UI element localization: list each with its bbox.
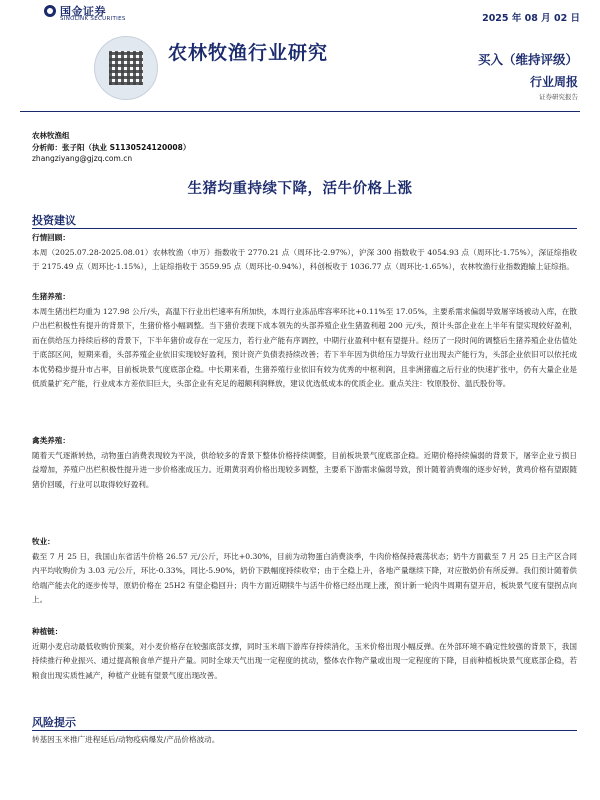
report-date: 2025 年 08 月 02 日 (482, 13, 580, 24)
paragraph-text: 本周生猪出栏均重为 127.98 公斤/头，高温下行业出栏速率有所加快，本周行业冻品库容率环比+0.11%至 17.05%，主要系需求偏弱导致屠宰场被动入库，在散户出栏积极性有提升的背景下，生猪价格小幅调整。当下猪价表现下成本领先的头部养殖企业生猪盈利超 200 元/头，预计头部企业在上半年有望实现较好盈利，而在供给压力持续后移的背景下，下半年猪价或存在一定压力，若行业产能有序调控，中期行业盈利中枢有望提升。经历了一段时间的调整后生猪养殖企业估值处于底部区间，短期来看，头部养殖企业依旧实现较好盈利，预计资产负债表持续改善；若下半年因为供给压力导致行业出现去产能行为，头部企业依旧可以依托成本优势稳步提升市占率，目前板块景气度底部企稳。中长期来看，生猪养殖行业依旧有较为优秀的中枢利润，且非洲猪瘟之后行业的快速扩张中，仍有大量企业是低质量扩充产能，行业成本方差依旧巨大，头部企业有充足的超额利润释放，建议优选低成本的优质企业。重点关注：牧原股份、温氏股份等。 (32, 306, 577, 388)
paragraph-seed (32, 625, 577, 683)
report-subtitle: 证券研究报告 (539, 93, 578, 101)
paragraph-label: 生猪养殖： (32, 292, 70, 301)
paragraph-text: 近期小麦启动最低收购价预案，对小麦价格存在较强底部支撑，同时玉米端下游库存持续消化，玉米价格出现小幅反弹。在外部环境不确定性较强的背景下，我国持续推行种业振兴、通过提高粮食单产提升产量。同时全球天气出现一定程度的扰动，整体农作物产量或出现一定程度的下降，目前种植板块景气度底部企稳，若粮食出现实质性减产，种植产业链有望景气度出现改善。 (32, 641, 577, 680)
paragraph-text: 截至 7 月 25 日，我国山东省活牛价格 26.57 元/公斤，环比+0.30%，目前为动物蛋白消费淡季，牛肉价格保持震荡状态；奶牛方面截至 7 月 25 日主产区合同内平均收购价为 3.03 元/公斤，环比-0.33%，同比-5.90%，奶价下跌幅度持续收窄；由于全稳上升，各地产量继续下降，对应散奶价有所反弹。我们预计随着供给端产能去化的逐步传导，原奶价格在 25H2 有望企稳回升；肉牛方面近期犊牛与活牛价格已经出现上涨，预计新一轮肉牛周期有望开启，板块景气度有望拐点向上。 (32, 551, 577, 604)
analyst-name: 分析师：张子阳（执业 S1130524120008） (32, 143, 191, 152)
paragraph-text: 随着天气逐渐转热，动物蛋白消费表现较为平淡，供给较多的背景下整体价格持续调整，目前板块景气度底部企稳。近期价格持续偏弱的背景下，屠宰企业亏损日益增加，养殖户出栏积极性提升进一步价格涨成压力。近期黄羽鸡价格出现较多调整，主要系下游需求偏弱导致，预计随着消费端的逐步好转，黄鸡价格有望跟随猪价回暖，行业可以取得较好盈利。 (32, 450, 577, 489)
header-divider (20, 111, 580, 112)
paragraph-cattle (32, 535, 577, 608)
paragraph-risk: 转基因玉米推广进程延后/动物疫病爆发/产品价格波动。 (32, 735, 220, 744)
section-title-invest: 投资建议 (32, 214, 76, 227)
paragraph-label: 行情回顾： (32, 233, 70, 242)
paragraph-label: 禽类养殖： (32, 436, 70, 445)
logo-text: 国金证券 (60, 5, 106, 18)
analyst-group: 农林牧渔组 (32, 131, 70, 140)
report-type: 行业周报 (529, 75, 578, 89)
qr-code-seal (94, 36, 158, 100)
rating-label: 买入（维持评级） (477, 52, 578, 67)
section-divider (32, 228, 577, 229)
paragraph-poultry (32, 434, 577, 492)
logo-subtext: SINOLINK SECURITIES (60, 16, 126, 22)
paragraph-label: 牧业： (32, 537, 55, 546)
paragraph-market (32, 231, 577, 275)
analyst-email[interactable]: zhangziyang@gjzq.com.cn (32, 154, 133, 163)
paragraph-label: 种植链： (32, 627, 63, 636)
paragraph-pig (32, 290, 577, 392)
section-divider (32, 730, 577, 731)
paragraph-text: 本周（2025.07.28-2025.08.01）农林牧渔（申万）指数收于 2770.21 点（周环比-2.97%），沪深 300 指数收于 4054.93 点（周环比-1.75%），深证综指收于 2175.49 点（周环比-1.15%），上证综指收于 3559.95 点（周环比-0.94%），科创板收于 1036.77 点（周环比-1.65%），农林牧渔行业指数跑输上证综指。 (32, 247, 577, 271)
industry-title: 农林牧渔行业研究 (168, 42, 329, 64)
section-title-risk: 风险提示 (32, 716, 76, 729)
report-headline: 生猪均重持续下降，活牛价格上涨 (187, 181, 413, 197)
logo-icon (44, 5, 56, 17)
